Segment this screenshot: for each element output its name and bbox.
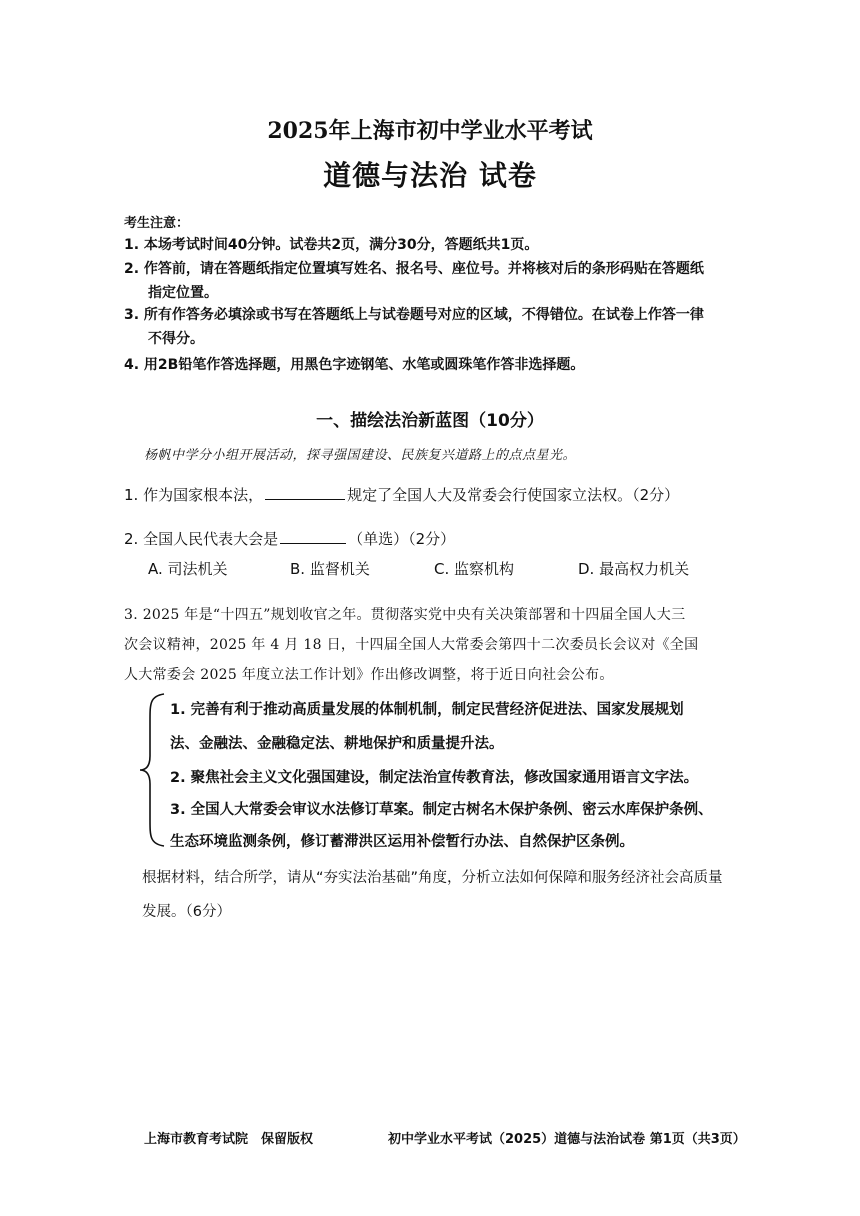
plan-item-1: 1. 完善有利于推动高质量发展的体制机制，制定民营经济促进法、国家发展规划 (170, 702, 684, 718)
question-1-prefix: 1. 作为国家根本法， (124, 486, 264, 504)
question-2-suffix: （单选）（2分） (348, 530, 456, 548)
notice-label: 考生注意： (124, 216, 190, 231)
notice-item-4: 4. 用2B铅笔作答选择题，用黑色字迹钢笔、水笔或圆珠笔作答非选择题。 (124, 357, 585, 373)
exam-title: 2025年上海市初中学业水平考试 (267, 118, 593, 144)
notice-item-2-cont: 指定位置。 (148, 285, 218, 301)
section-1-intro: 杨帆中学分小组开展活动，探寻强国建设、民族复兴道路上的点点星光。 (144, 448, 577, 463)
notice-item-3-cont: 不得分。 (148, 331, 204, 347)
notice-item-1: 1. 本场考试时间40分钟。试卷共2页，满分30分，答题纸共1页。 (124, 237, 539, 253)
notice-item-2: 2. 作答前，请在答题纸指定位置填写姓名、报名号、座位号。并将核对后的条形码贴在答题纸 (124, 261, 704, 277)
footer-copyright: 上海市教育考试院 保留版权 (144, 1132, 314, 1147)
option-d: D. 最高权力机关 (578, 560, 690, 578)
left-brace-icon (136, 690, 168, 850)
answer-blank-2 (280, 529, 346, 544)
option-a: A. 司法机关 (148, 560, 228, 578)
plan-item-2: 2. 聚焦社会主义文化强国建设，制定法治宣传教育法，修改国家通用语言文字法。 (170, 770, 699, 786)
exam-subtitle: 道德与法治 试卷 (323, 159, 537, 192)
notice-item-3: 3. 所有作答务必填涂或书写在答题纸上与试卷题号对应的区域，不得错位。在试卷上作答一律 (124, 307, 704, 323)
question-2-prefix: 2. 全国人民代表大会是 (124, 530, 279, 548)
footer-page-info: 初中学业水平考试（2025）道德与法治试卷 第1页（共3页） (388, 1132, 746, 1147)
question-3-line-1: 3. 2025 年是“十四五”规划收官之年。贯彻落实党中央有关决策部署和十四届全国人大三 (124, 607, 686, 623)
question-3-line-2: 次会议精神，2025 年 4 月 18 日，十四届全国人大常委会第四十二次委员长会议对《全国 (124, 637, 699, 653)
plan-item-3: 3. 全国人大常委会审议水法修订草案。制定古树名木保护条例、密云水库保护条例、 (170, 802, 713, 818)
question-3-task-cont: 发展。（6分） (142, 904, 231, 920)
question-1 (124, 484, 679, 505)
question-1-suffix: 规定了全国人大及常委会行使国家立法权。（2分） (347, 486, 680, 504)
question-3-line-3: 人大常委会 2025 年度立法工作计划》作出修改调整，将于近日向社会公布。 (124, 667, 614, 683)
option-c: C. 监察机构 (434, 560, 515, 578)
plan-item-1-cont: 法、金融法、金融稳定法、耕地保护和质量提升法。 (170, 736, 504, 752)
answer-blank-1 (265, 485, 345, 500)
question-2 (124, 528, 455, 549)
option-b: B. 监督机关 (290, 560, 370, 578)
plan-item-3-cont: 生态环境监测条例，修订蓄滞洪区运用补偿暂行办法、自然保护区条例。 (170, 834, 634, 850)
section-1-title: 一、描绘法治新蓝图（10分） (316, 411, 544, 431)
question-3-task: 根据材料，结合所学，请从“夯实法治基础”角度，分析立法如何保障和服务经济社会高质量 (142, 870, 723, 886)
